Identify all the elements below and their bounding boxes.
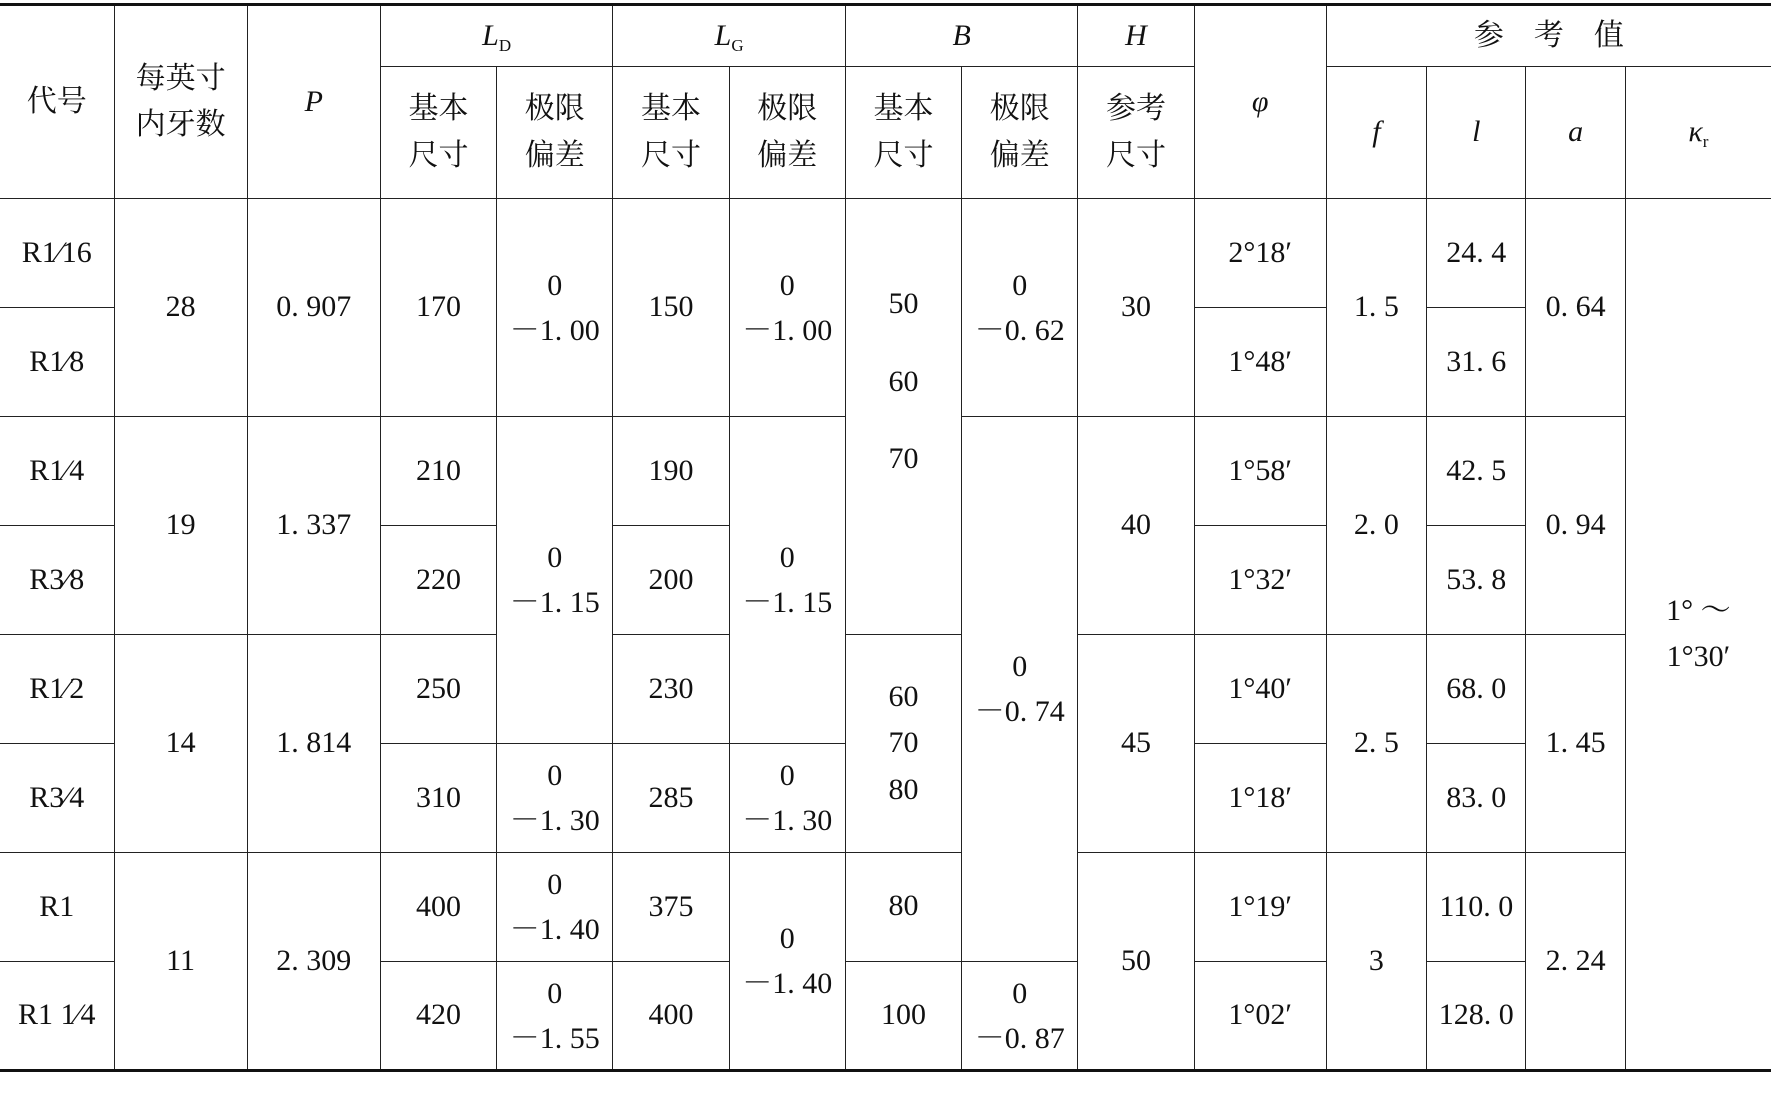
a-cell: 1. 45: [1526, 635, 1625, 853]
header-tpi-line2: 内牙数: [135, 108, 226, 141]
header-phi: φ: [1194, 5, 1326, 199]
b-basic-cell: [845, 635, 961, 853]
table-row: [0, 199, 1771, 308]
b-dev-lower: －0. 74: [974, 695, 1065, 728]
header-h-ref-line1: 参考: [1106, 92, 1167, 125]
f-cell: 1. 5: [1326, 199, 1426, 417]
b-dev-upper: 0: [1012, 976, 1028, 1010]
header-f: f: [1326, 67, 1426, 199]
table-row: [0, 853, 1771, 962]
h-cell: 50: [1078, 853, 1194, 1071]
header-h-ref-line2: 尺寸: [1106, 138, 1167, 172]
b-basic-cell: [845, 199, 961, 635]
a-cell: 0. 64: [1526, 199, 1625, 417]
ld-dev-lower: －1. 15: [509, 586, 600, 619]
lg-dev-upper: 0: [779, 922, 795, 955]
pitch-cell: 0. 907: [247, 199, 380, 417]
phi-cell: 1°18′: [1194, 744, 1326, 853]
header-b-basic-line1: 基本: [873, 92, 934, 125]
l-cell: 42. 5: [1427, 417, 1526, 526]
ld-basic-cell: 170: [380, 199, 496, 417]
b-basic-value: 60: [888, 679, 919, 713]
l-cell: 110. 0: [1427, 853, 1526, 962]
header-b-deviation: [962, 67, 1078, 199]
header-b-dev-line2: 偏差: [989, 138, 1050, 172]
b-dev-lower: －0. 87: [974, 1021, 1065, 1055]
table-row: [0, 635, 1771, 744]
header-code: 代号: [0, 5, 114, 199]
lg-basic-cell: 400: [613, 962, 729, 1071]
header-lg: [613, 5, 846, 67]
b-basic-value: 60: [888, 364, 919, 398]
header-lg-deviation: [729, 67, 845, 199]
header-ld-dev-line1: 极限: [524, 92, 585, 125]
header-row-1: [0, 5, 1771, 67]
code-cell: R3⁄8: [0, 526, 114, 635]
kr-line2: 1°30′: [1666, 640, 1731, 673]
header-ld-sub: D: [498, 35, 512, 55]
pitch-cell: 1. 337: [247, 417, 380, 635]
header-ld-basic: [380, 67, 496, 199]
lg-dev-upper: 0: [779, 268, 795, 302]
header-tpi: [114, 5, 247, 199]
ld-basic-cell: 400: [380, 853, 496, 962]
phi-cell: 2°18′: [1194, 199, 1326, 308]
ld-dev-lower: －1. 55: [509, 1021, 600, 1055]
code-cell: R1: [0, 853, 114, 962]
header-a: a: [1526, 67, 1625, 199]
tpi-cell: 14: [114, 635, 247, 853]
header-h-reference: [1078, 67, 1194, 199]
phi-cell: 1°02′: [1194, 962, 1326, 1071]
ld-dev-lower: －1. 30: [509, 804, 600, 837]
b-dev-lower: －0. 62: [974, 313, 1065, 347]
ld-deviation-cell: [497, 199, 613, 417]
b-deviation-cell: [962, 199, 1078, 417]
ld-deviation-cell: [497, 853, 613, 962]
header-l: l: [1427, 67, 1526, 199]
header-ld-basic-line1: 基本: [408, 92, 469, 125]
ld-deviation-cell: [497, 962, 613, 1071]
b-dev-upper: 0: [1012, 650, 1028, 683]
header-kr: [1625, 67, 1771, 199]
l-cell: 128. 0: [1427, 962, 1526, 1071]
phi-cell: 1°40′: [1194, 635, 1326, 744]
lg-deviation-cell: [729, 744, 845, 853]
lg-dev-lower: －1. 40: [742, 967, 833, 1000]
lg-basic-cell: 375: [613, 853, 729, 962]
f-cell: 2. 5: [1326, 635, 1426, 853]
l-cell: 31. 6: [1427, 308, 1526, 417]
code-cell: R1⁄16: [0, 199, 114, 308]
lg-basic-cell: 150: [613, 199, 729, 417]
header-lg-sub: G: [731, 35, 744, 55]
ld-dev-lower: －1. 40: [509, 913, 600, 946]
lg-basic-cell: 285: [613, 744, 729, 853]
b-deviation-cell: [962, 962, 1078, 1071]
phi-cell: 1°32′: [1194, 526, 1326, 635]
header-b-basic: [845, 67, 961, 199]
header-kr-main: κ: [1688, 115, 1703, 149]
b-basic-cell: 80: [845, 853, 961, 962]
f-cell: 2. 0: [1326, 417, 1426, 635]
code-cell: R1⁄4: [0, 417, 114, 526]
header-ld-deviation: [497, 67, 613, 199]
h-cell: 40: [1078, 417, 1194, 635]
pitch-cell: 2. 309: [247, 853, 380, 1071]
phi-cell: 1°48′: [1194, 308, 1326, 417]
l-cell: 53. 8: [1427, 526, 1526, 635]
code-cell: R1⁄8: [0, 308, 114, 417]
phi-cell: 1°58′: [1194, 417, 1326, 526]
header-lg-dev-line2: 偏差: [757, 138, 818, 172]
ld-dev-upper: 0: [547, 541, 563, 574]
l-cell: 24. 4: [1427, 199, 1526, 308]
header-reference-values: 参 考 值: [1326, 5, 1771, 67]
f-cell: 3: [1326, 853, 1426, 1071]
header-h: H: [1078, 5, 1194, 67]
ld-basic-cell: 210: [380, 417, 496, 526]
ld-deviation-cell: [497, 417, 613, 744]
ld-dev-upper: 0: [547, 759, 563, 792]
a-cell: 0. 94: [1526, 417, 1625, 635]
ld-dev-upper: 0: [547, 268, 563, 302]
phi-cell: 1°19′: [1194, 853, 1326, 962]
lg-dev-lower: －1. 00: [742, 313, 833, 347]
pitch-cell: 1. 814: [247, 635, 380, 853]
lg-deviation-cell: [729, 853, 845, 1071]
lg-deviation-cell: [729, 417, 845, 744]
header-ld-main: L: [482, 18, 499, 52]
l-cell: 83. 0: [1427, 744, 1526, 853]
ld-dev-upper: 0: [547, 976, 563, 1010]
lg-dev-lower: －1. 30: [742, 804, 833, 837]
header-kr-sub: r: [1702, 132, 1709, 152]
header-b-dev-line1: 极限: [989, 92, 1050, 125]
kr-line1: 1° ～: [1666, 593, 1731, 627]
header-lg-basic-line1: 基本: [641, 92, 701, 125]
header-lg-basic-line2: 尺寸: [641, 138, 701, 172]
header-lg-basic: [613, 67, 729, 199]
lg-dev-upper: 0: [779, 759, 795, 792]
code-cell: R1 1⁄4: [0, 962, 114, 1071]
tpi-cell: 11: [114, 853, 247, 1071]
header-b: B: [845, 5, 1078, 67]
b-dev-upper: 0: [1012, 268, 1028, 302]
ld-basic-cell: 310: [380, 744, 496, 853]
lg-basic-cell: 200: [613, 526, 729, 635]
header-lg-main: L: [714, 18, 732, 52]
b-basic-value: 70: [888, 442, 919, 475]
code-cell: R3⁄4: [0, 744, 114, 853]
code-cell: R1⁄2: [0, 635, 114, 744]
ld-basic-cell: 250: [380, 635, 496, 744]
h-cell: 45: [1078, 635, 1194, 853]
b-basic-value: 50: [888, 287, 919, 320]
lg-basic-cell: 230: [613, 635, 729, 744]
header-ld: [380, 5, 613, 67]
tpi-cell: 19: [114, 417, 247, 635]
ld-dev-upper: 0: [547, 868, 563, 901]
header-b-basic-line2: 尺寸: [873, 138, 934, 172]
ld-dev-lower: －1. 00: [509, 313, 600, 347]
header-tpi-line1: 每英寸: [135, 61, 226, 95]
lg-dev-upper: 0: [779, 541, 795, 574]
lg-basic-cell: 190: [613, 417, 729, 526]
header-ld-dev-line2: 偏差: [524, 138, 585, 172]
lg-deviation-cell: [729, 199, 845, 417]
lg-dev-lower: －1. 15: [742, 586, 833, 619]
tpi-cell: 28: [114, 199, 247, 417]
header-ld-basic-line2: 尺寸: [408, 138, 469, 172]
kr-cell: [1625, 199, 1771, 1071]
ld-basic-cell: 220: [380, 526, 496, 635]
header-pitch: P: [247, 5, 380, 199]
b-deviation-cell: [962, 417, 1078, 962]
b-basic-value: 70: [888, 726, 919, 760]
ld-deviation-cell: [497, 744, 613, 853]
ld-basic-cell: 420: [380, 962, 496, 1071]
thread-gauge-table: [0, 3, 1771, 1072]
b-basic-cell: 100: [845, 962, 961, 1071]
a-cell: 2. 24: [1526, 853, 1625, 1071]
h-cell: 30: [1078, 199, 1194, 417]
b-basic-value: 80: [888, 772, 919, 806]
l-cell: 68. 0: [1427, 635, 1526, 744]
header-lg-dev-line1: 极限: [757, 92, 818, 125]
